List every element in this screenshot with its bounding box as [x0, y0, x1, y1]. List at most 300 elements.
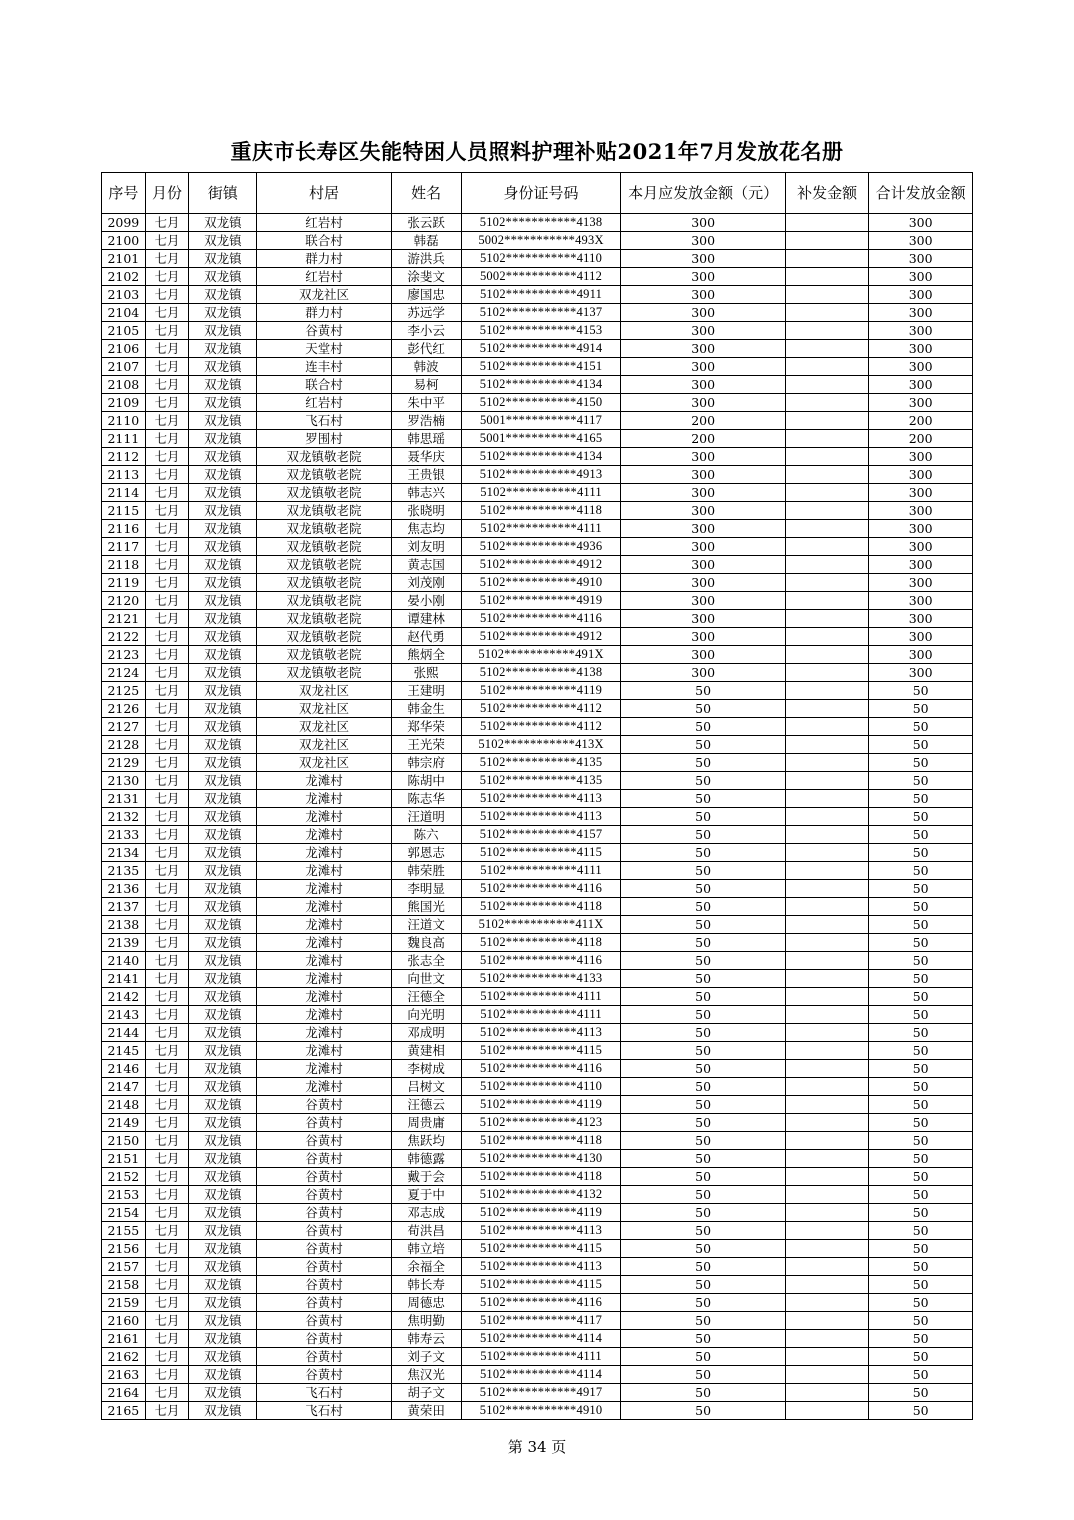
serial-cell: 2124 — [102, 664, 146, 682]
amount-cell: 50 — [621, 844, 786, 862]
town-cell: 双龙镇 — [189, 1222, 257, 1240]
total-cell: 50 — [869, 1258, 973, 1276]
serial-cell: 2152 — [102, 1168, 146, 1186]
amount-cell: 50 — [621, 1168, 786, 1186]
table-row — [102, 448, 973, 466]
town-cell: 双龙镇 — [189, 466, 257, 484]
name-cell: 韩波 — [391, 358, 461, 376]
id-number-cell: 5102***********4118 — [461, 934, 621, 952]
serial-cell: 2137 — [102, 898, 146, 916]
header-cell: 合计发放金额 — [869, 173, 973, 214]
month-cell: 七月 — [145, 1294, 189, 1312]
id-number-cell: 5102***********4137 — [461, 304, 621, 322]
month-cell: 七月 — [145, 700, 189, 718]
town-cell: 双龙镇 — [189, 322, 257, 340]
town-cell: 双龙镇 — [189, 844, 257, 862]
village-cell: 双龙社区 — [257, 682, 391, 700]
month-cell: 七月 — [145, 1186, 189, 1204]
town-cell: 双龙镇 — [189, 1384, 257, 1402]
name-cell: 周德忠 — [391, 1294, 461, 1312]
village-cell: 谷黄村 — [257, 1150, 391, 1168]
serial-cell: 2108 — [102, 376, 146, 394]
village-cell: 双龙镇敬老院 — [257, 466, 391, 484]
header-row — [102, 173, 973, 214]
town-cell: 双龙镇 — [189, 502, 257, 520]
supplement-cell — [785, 844, 868, 862]
table-row — [102, 1222, 973, 1240]
total-cell: 50 — [869, 844, 973, 862]
serial-cell: 2114 — [102, 484, 146, 502]
month-cell: 七月 — [145, 1006, 189, 1024]
id-number-cell: 5102***********4132 — [461, 1186, 621, 1204]
amount-cell: 50 — [621, 880, 786, 898]
table-row — [102, 790, 973, 808]
month-cell: 七月 — [145, 808, 189, 826]
supplement-cell — [785, 754, 868, 772]
total-cell: 50 — [869, 772, 973, 790]
amount-cell: 50 — [621, 790, 786, 808]
supplement-cell — [785, 1348, 868, 1366]
month-cell: 七月 — [145, 412, 189, 430]
village-cell: 谷黄村 — [257, 1222, 391, 1240]
id-number-cell: 5102***********4111 — [461, 862, 621, 880]
serial-cell: 2155 — [102, 1222, 146, 1240]
table-row — [102, 844, 973, 862]
total-cell: 50 — [869, 736, 973, 754]
town-cell: 双龙镇 — [189, 1204, 257, 1222]
town-cell: 双龙镇 — [189, 1168, 257, 1186]
total-cell: 300 — [869, 628, 973, 646]
id-number-cell: 5102***********4112 — [461, 700, 621, 718]
table-row — [102, 1186, 973, 1204]
village-cell: 龙滩村 — [257, 1060, 391, 1078]
serial-cell: 2105 — [102, 322, 146, 340]
id-number-cell: 5102***********4135 — [461, 754, 621, 772]
supplement-cell — [785, 1060, 868, 1078]
serial-cell: 2135 — [102, 862, 146, 880]
supplement-cell — [785, 1240, 868, 1258]
id-number-cell: 5102***********4150 — [461, 394, 621, 412]
name-cell: 易柯 — [391, 376, 461, 394]
page-title: 重庆市长寿区失能特困人员照料护理补贴2021年7月发放花名册 — [230, 139, 844, 164]
table-row — [102, 1402, 973, 1420]
name-cell: 韩寿云 — [391, 1330, 461, 1348]
serial-cell: 2116 — [102, 520, 146, 538]
amount-cell: 50 — [621, 1114, 786, 1132]
town-cell: 双龙镇 — [189, 772, 257, 790]
month-cell: 七月 — [145, 358, 189, 376]
serial-cell: 2159 — [102, 1294, 146, 1312]
supplement-cell — [785, 358, 868, 376]
name-cell: 焦明勤 — [391, 1312, 461, 1330]
village-cell: 谷黄村 — [257, 1204, 391, 1222]
table-row — [102, 430, 973, 448]
town-cell: 双龙镇 — [189, 1330, 257, 1348]
village-cell: 双龙镇敬老院 — [257, 448, 391, 466]
name-cell: 陈六 — [391, 826, 461, 844]
serial-cell: 2160 — [102, 1312, 146, 1330]
supplement-cell — [785, 646, 868, 664]
supplement-cell — [785, 412, 868, 430]
village-cell: 双龙镇敬老院 — [257, 628, 391, 646]
name-cell: 朱中平 — [391, 394, 461, 412]
table-row — [102, 898, 973, 916]
month-cell: 七月 — [145, 916, 189, 934]
id-number-cell: 5102***********4130 — [461, 1150, 621, 1168]
table-row — [102, 412, 973, 430]
id-number-cell: 5102***********4113 — [461, 790, 621, 808]
village-cell: 谷黄村 — [257, 322, 391, 340]
name-cell: 韩志兴 — [391, 484, 461, 502]
amount-cell: 300 — [621, 214, 786, 232]
table-row — [102, 232, 973, 250]
name-cell: 戴于会 — [391, 1168, 461, 1186]
header-cell: 村居 — [257, 173, 391, 214]
id-number-cell: 5102***********4113 — [461, 1222, 621, 1240]
total-cell: 50 — [869, 1132, 973, 1150]
total-cell: 50 — [869, 1222, 973, 1240]
serial-cell: 2123 — [102, 646, 146, 664]
supplement-cell — [785, 898, 868, 916]
id-number-cell: 5102***********4157 — [461, 826, 621, 844]
town-cell: 双龙镇 — [189, 304, 257, 322]
town-cell: 双龙镇 — [189, 250, 257, 268]
total-cell: 50 — [869, 1276, 973, 1294]
name-cell: 王光荣 — [391, 736, 461, 754]
amount-cell: 50 — [621, 718, 786, 736]
id-number-cell: 5102***********4118 — [461, 1132, 621, 1150]
id-number-cell: 5102***********4912 — [461, 556, 621, 574]
id-number-cell: 5102***********4113 — [461, 1258, 621, 1276]
town-cell: 双龙镇 — [189, 232, 257, 250]
total-cell: 50 — [869, 1330, 973, 1348]
town-cell: 双龙镇 — [189, 1006, 257, 1024]
month-cell: 七月 — [145, 1078, 189, 1096]
village-cell: 双龙镇敬老院 — [257, 646, 391, 664]
town-cell: 双龙镇 — [189, 214, 257, 232]
name-cell: 彭代红 — [391, 340, 461, 358]
total-cell: 300 — [869, 484, 973, 502]
town-cell: 双龙镇 — [189, 592, 257, 610]
total-cell: 200 — [869, 430, 973, 448]
amount-cell: 300 — [621, 394, 786, 412]
table-row — [102, 682, 973, 700]
supplement-cell — [785, 772, 868, 790]
total-cell: 50 — [869, 1294, 973, 1312]
village-cell: 谷黄村 — [257, 1168, 391, 1186]
table-row — [102, 1240, 973, 1258]
name-cell: 李明显 — [391, 880, 461, 898]
supplement-cell — [785, 1366, 868, 1384]
total-cell: 50 — [869, 1384, 973, 1402]
total-cell: 300 — [869, 214, 973, 232]
village-cell: 龙滩村 — [257, 826, 391, 844]
supplement-cell — [785, 1132, 868, 1150]
name-cell: 焦汉光 — [391, 1366, 461, 1384]
month-cell: 七月 — [145, 844, 189, 862]
month-cell: 七月 — [145, 448, 189, 466]
table-row — [102, 484, 973, 502]
id-number-cell: 5102***********491X — [461, 646, 621, 664]
table-row — [102, 664, 973, 682]
village-cell: 双龙镇敬老院 — [257, 502, 391, 520]
town-cell: 双龙镇 — [189, 1150, 257, 1168]
amount-cell: 300 — [621, 502, 786, 520]
town-cell: 双龙镇 — [189, 1294, 257, 1312]
town-cell: 双龙镇 — [189, 808, 257, 826]
serial-cell: 2157 — [102, 1258, 146, 1276]
name-cell: 吕树文 — [391, 1078, 461, 1096]
id-number-cell: 5102***********4114 — [461, 1330, 621, 1348]
total-cell: 300 — [869, 268, 973, 286]
month-cell: 七月 — [145, 556, 189, 574]
name-cell: 陈胡中 — [391, 772, 461, 790]
supplement-cell — [785, 970, 868, 988]
supplement-cell — [785, 736, 868, 754]
table-row — [102, 1006, 973, 1024]
supplement-cell — [785, 484, 868, 502]
amount-cell: 50 — [621, 1312, 786, 1330]
village-cell: 罗围村 — [257, 430, 391, 448]
header-cell: 补发金额 — [785, 173, 868, 214]
id-number-cell: 5102***********4119 — [461, 1204, 621, 1222]
supplement-cell — [785, 232, 868, 250]
village-cell: 龙滩村 — [257, 1042, 391, 1060]
total-cell: 50 — [869, 1366, 973, 1384]
month-cell: 七月 — [145, 520, 189, 538]
town-cell: 双龙镇 — [189, 790, 257, 808]
id-number-cell: 5102***********4914 — [461, 340, 621, 358]
table-row — [102, 574, 973, 592]
town-cell: 双龙镇 — [189, 268, 257, 286]
total-cell: 300 — [869, 574, 973, 592]
id-number-cell: 5002***********4112 — [461, 268, 621, 286]
village-cell: 谷黄村 — [257, 1114, 391, 1132]
name-cell: 罗浩楠 — [391, 412, 461, 430]
month-cell: 七月 — [145, 394, 189, 412]
month-cell: 七月 — [145, 286, 189, 304]
month-cell: 七月 — [145, 664, 189, 682]
village-cell: 红岩村 — [257, 268, 391, 286]
total-cell: 300 — [869, 448, 973, 466]
village-cell: 双龙社区 — [257, 286, 391, 304]
amount-cell: 50 — [621, 1006, 786, 1024]
amount-cell: 50 — [621, 1330, 786, 1348]
supplement-cell — [785, 1078, 868, 1096]
supplement-cell — [785, 340, 868, 358]
month-cell: 七月 — [145, 574, 189, 592]
supplement-cell — [785, 1222, 868, 1240]
page-number: 第 34 页 — [507, 1438, 567, 1456]
town-cell: 双龙镇 — [189, 1186, 257, 1204]
month-cell: 七月 — [145, 1132, 189, 1150]
town-cell: 双龙镇 — [189, 1096, 257, 1114]
table-row — [102, 214, 973, 232]
amount-cell: 50 — [621, 898, 786, 916]
amount-cell: 50 — [621, 1348, 786, 1366]
id-number-cell: 5001***********4165 — [461, 430, 621, 448]
supplement-cell — [785, 214, 868, 232]
supplement-cell — [785, 394, 868, 412]
town-cell: 双龙镇 — [189, 484, 257, 502]
village-cell: 龙滩村 — [257, 808, 391, 826]
village-cell: 双龙镇敬老院 — [257, 538, 391, 556]
table-row — [102, 556, 973, 574]
amount-cell: 300 — [621, 574, 786, 592]
name-cell: 陈志华 — [391, 790, 461, 808]
total-cell: 50 — [869, 1096, 973, 1114]
total-cell: 50 — [869, 1204, 973, 1222]
amount-cell: 200 — [621, 430, 786, 448]
month-cell: 七月 — [145, 340, 189, 358]
name-cell: 张云跃 — [391, 214, 461, 232]
table-row — [102, 1060, 973, 1078]
id-number-cell: 5102***********4111 — [461, 988, 621, 1006]
supplement-cell — [785, 628, 868, 646]
serial-cell: 2143 — [102, 1006, 146, 1024]
table-row — [102, 322, 973, 340]
supplement-cell — [785, 304, 868, 322]
id-number-cell: 5102***********4910 — [461, 574, 621, 592]
id-number-cell: 5102***********4912 — [461, 628, 621, 646]
name-cell: 韩长寿 — [391, 1276, 461, 1294]
supplement-cell — [785, 1294, 868, 1312]
serial-cell: 2128 — [102, 736, 146, 754]
amount-cell: 300 — [621, 628, 786, 646]
total-cell: 50 — [869, 790, 973, 808]
name-cell: 李树成 — [391, 1060, 461, 1078]
town-cell: 双龙镇 — [189, 394, 257, 412]
month-cell: 七月 — [145, 304, 189, 322]
name-cell: 邓志成 — [391, 1204, 461, 1222]
month-cell: 七月 — [145, 646, 189, 664]
month-cell: 七月 — [145, 628, 189, 646]
name-cell: 黄建相 — [391, 1042, 461, 1060]
total-cell: 50 — [869, 988, 973, 1006]
name-cell: 胡子文 — [391, 1384, 461, 1402]
month-cell: 七月 — [145, 1024, 189, 1042]
amount-cell: 300 — [621, 286, 786, 304]
name-cell: 韩立培 — [391, 1240, 461, 1258]
town-cell: 双龙镇 — [189, 1078, 257, 1096]
amount-cell: 50 — [621, 1024, 786, 1042]
village-cell: 谷黄村 — [257, 1186, 391, 1204]
town-cell: 双龙镇 — [189, 628, 257, 646]
table-row — [102, 970, 973, 988]
supplement-cell — [785, 556, 868, 574]
table-row — [102, 1258, 973, 1276]
table-row — [102, 1114, 973, 1132]
name-cell: 苏远学 — [391, 304, 461, 322]
id-number-cell: 5102***********4119 — [461, 1096, 621, 1114]
total-cell: 50 — [869, 754, 973, 772]
village-cell: 谷黄村 — [257, 1348, 391, 1366]
village-cell: 双龙镇敬老院 — [257, 574, 391, 592]
month-cell: 七月 — [145, 1150, 189, 1168]
table-row — [102, 1168, 973, 1186]
table-row — [102, 340, 973, 358]
amount-cell: 300 — [621, 268, 786, 286]
supplement-cell — [785, 862, 868, 880]
village-cell: 谷黄村 — [257, 1258, 391, 1276]
supplement-cell — [785, 1096, 868, 1114]
amount-cell: 50 — [621, 1402, 786, 1420]
name-cell: 向世文 — [391, 970, 461, 988]
amount-cell: 50 — [621, 1078, 786, 1096]
serial-cell: 2144 — [102, 1024, 146, 1042]
supplement-cell — [785, 592, 868, 610]
village-cell: 双龙社区 — [257, 754, 391, 772]
name-cell: 张志全 — [391, 952, 461, 970]
table-row — [102, 1042, 973, 1060]
table-row — [102, 862, 973, 880]
serial-cell: 2161 — [102, 1330, 146, 1348]
serial-cell: 2142 — [102, 988, 146, 1006]
village-cell: 谷黄村 — [257, 1132, 391, 1150]
total-cell: 300 — [869, 250, 973, 268]
total-cell: 300 — [869, 286, 973, 304]
serial-cell: 2119 — [102, 574, 146, 592]
town-cell: 双龙镇 — [189, 1312, 257, 1330]
village-cell: 谷黄村 — [257, 1276, 391, 1294]
town-cell: 双龙镇 — [189, 1348, 257, 1366]
month-cell: 七月 — [145, 430, 189, 448]
total-cell: 50 — [869, 916, 973, 934]
amount-cell: 50 — [621, 952, 786, 970]
table-row — [102, 1384, 973, 1402]
village-cell: 龙滩村 — [257, 952, 391, 970]
id-number-cell: 5102***********4114 — [461, 1366, 621, 1384]
header-cell: 月份 — [145, 173, 189, 214]
total-cell: 300 — [869, 232, 973, 250]
supplement-cell — [785, 430, 868, 448]
supplement-cell — [785, 1042, 868, 1060]
serial-cell: 2141 — [102, 970, 146, 988]
name-cell: 熊国光 — [391, 898, 461, 916]
total-cell: 300 — [869, 538, 973, 556]
name-cell: 韩金生 — [391, 700, 461, 718]
total-cell: 50 — [869, 934, 973, 952]
total-cell: 300 — [869, 376, 973, 394]
total-cell: 300 — [869, 322, 973, 340]
village-cell: 联合村 — [257, 376, 391, 394]
month-cell: 七月 — [145, 1096, 189, 1114]
supplement-cell — [785, 952, 868, 970]
table-row — [102, 1150, 973, 1168]
serial-cell: 2140 — [102, 952, 146, 970]
serial-cell: 2118 — [102, 556, 146, 574]
total-cell: 50 — [869, 970, 973, 988]
table-row — [102, 1366, 973, 1384]
id-number-cell: 5102***********4138 — [461, 664, 621, 682]
table-row — [102, 358, 973, 376]
name-cell: 涂斐文 — [391, 268, 461, 286]
month-cell: 七月 — [145, 1312, 189, 1330]
total-cell: 50 — [869, 1240, 973, 1258]
month-cell: 七月 — [145, 250, 189, 268]
serial-cell: 2107 — [102, 358, 146, 376]
roster-body — [102, 214, 973, 1420]
id-number-cell: 5102***********4919 — [461, 592, 621, 610]
supplement-cell — [785, 322, 868, 340]
name-cell: 邓成明 — [391, 1024, 461, 1042]
table-row — [102, 1348, 973, 1366]
table-row — [102, 646, 973, 664]
village-cell: 双龙镇敬老院 — [257, 592, 391, 610]
name-cell: 焦跃均 — [391, 1132, 461, 1150]
town-cell: 双龙镇 — [189, 862, 257, 880]
village-cell: 双龙社区 — [257, 736, 391, 754]
